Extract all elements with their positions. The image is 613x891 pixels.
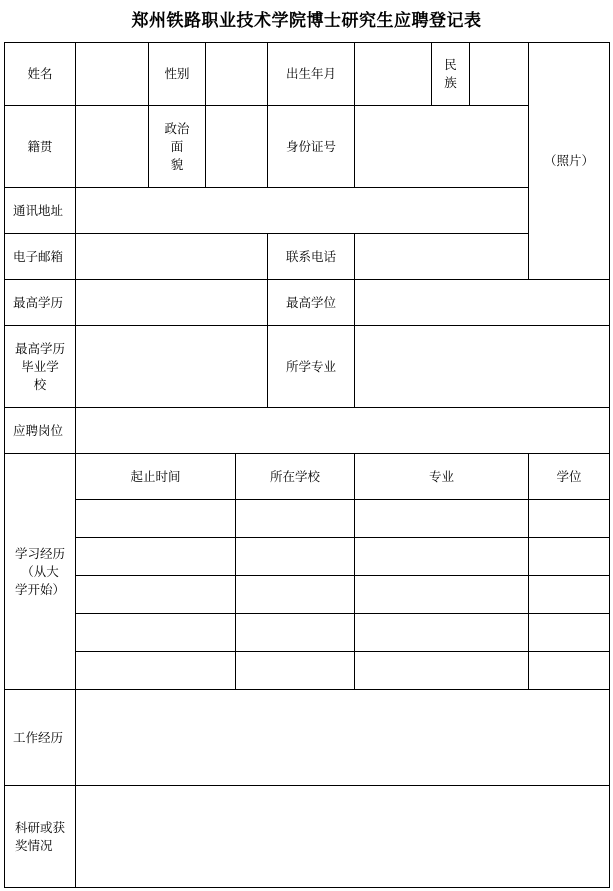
- id-number-label: [267, 105, 355, 188]
- study-history-label-line: （从大: [21, 563, 59, 579]
- study-cell-period[interactable]: [75, 575, 236, 614]
- political-label-line: 面: [170, 138, 184, 154]
- study-cell-period[interactable]: [75, 613, 236, 652]
- form-title: 郑州铁路职业技术学院博士研究生应聘登记表: [131, 11, 482, 31]
- study-cell-degree[interactable]: [528, 613, 610, 652]
- phone-label: [267, 233, 355, 280]
- native-place-label: [4, 105, 76, 188]
- highest-degree-label-text: 最高学位: [285, 294, 336, 310]
- highest-degree-label: [267, 279, 355, 326]
- ethnicity-field[interactable]: [469, 42, 529, 106]
- birth-field[interactable]: [354, 42, 432, 106]
- position-label-text: 应聘岗位: [13, 422, 64, 438]
- native-place-field[interactable]: [75, 105, 149, 188]
- study-cell-school[interactable]: [235, 537, 355, 576]
- email-field[interactable]: [75, 233, 268, 280]
- research-awards-field[interactable]: [75, 785, 610, 888]
- study-history-label: [4, 453, 76, 690]
- study-cell-degree[interactable]: [528, 499, 610, 538]
- birth-label-text: 出生年月: [285, 66, 336, 81]
- graduate-school-label-line: 最高学历: [14, 340, 65, 356]
- study-cell-period[interactable]: [75, 499, 236, 538]
- birth-label: [267, 42, 355, 106]
- ethnicity-label: [431, 42, 470, 106]
- address-label-text: 通讯地址: [13, 202, 64, 218]
- graduate-school-label-line: 毕业学: [21, 358, 59, 374]
- id-number-label-text: 身份证号: [285, 138, 336, 154]
- phone-field[interactable]: [354, 233, 529, 280]
- phone-label-text: 联系电话: [285, 248, 336, 264]
- major-field[interactable]: [354, 325, 610, 408]
- address-field[interactable]: [75, 187, 529, 234]
- work-history-field[interactable]: [75, 689, 610, 786]
- graduate-school-label-line: 校: [33, 376, 47, 392]
- photo-label: （照片）: [543, 153, 594, 168]
- study-cell-school[interactable]: [235, 613, 355, 652]
- study-history-label-line: 学习经历: [14, 545, 65, 561]
- name-label-text: 姓名: [27, 66, 53, 81]
- name-field[interactable]: [75, 42, 149, 106]
- study-header-major: 专业: [354, 453, 529, 500]
- study-cell-major[interactable]: [354, 651, 529, 690]
- research-awards-label: [4, 785, 76, 888]
- address-label: [4, 187, 76, 234]
- research-awards-label-line: 科研或获: [14, 819, 65, 835]
- political-label: [148, 105, 206, 188]
- highest-education-field[interactable]: [75, 279, 268, 326]
- highest-education-label-text: 最高学历: [13, 294, 64, 310]
- study-cell-major[interactable]: [354, 499, 529, 538]
- study-cell-school[interactable]: [235, 575, 355, 614]
- graduate-school-label: [4, 325, 76, 408]
- work-history-label: [4, 689, 76, 786]
- gender-field[interactable]: [205, 42, 268, 106]
- gender-label: [148, 42, 206, 106]
- email-label-text: 电子邮箱: [13, 248, 64, 264]
- study-header-school: 所在学校: [235, 453, 355, 500]
- position-label: [4, 407, 76, 454]
- graduate-school-field[interactable]: [75, 325, 268, 408]
- position-field[interactable]: [75, 407, 610, 454]
- political-field[interactable]: [205, 105, 268, 188]
- study-cell-degree[interactable]: [528, 537, 610, 576]
- study-cell-school[interactable]: [235, 651, 355, 690]
- political-label-line: 貌: [170, 156, 184, 172]
- political-label-line: 政治: [164, 120, 190, 136]
- study-cell-major[interactable]: [354, 537, 529, 576]
- research-awards-label-line: 奖情况: [14, 837, 53, 853]
- photo-box[interactable]: [528, 42, 610, 280]
- study-cell-period[interactable]: [75, 537, 236, 576]
- study-cell-major[interactable]: [354, 613, 529, 652]
- study-history-label-line: 学开始）: [14, 581, 65, 597]
- email-label: [4, 233, 76, 280]
- study-cell-degree[interactable]: [528, 575, 610, 614]
- name-label: [4, 42, 76, 106]
- ethnicity-label-line: 族: [444, 75, 457, 90]
- highest-degree-field[interactable]: [354, 279, 610, 326]
- native-place-label-text: 籍贯: [27, 138, 53, 154]
- study-cell-degree[interactable]: [528, 651, 610, 690]
- study-header-period: 起止时间: [75, 453, 236, 500]
- highest-education-label: [4, 279, 76, 326]
- study-header-degree: 学位: [528, 453, 610, 500]
- major-label-text: 所学专业: [285, 358, 336, 374]
- ethnicity-label-line: 民: [444, 57, 457, 72]
- gender-label-text: 性别: [164, 66, 190, 81]
- study-cell-major[interactable]: [354, 575, 529, 614]
- id-number-field[interactable]: [354, 105, 529, 188]
- major-label: [267, 325, 355, 408]
- work-history-label-text: 工作经历: [13, 729, 64, 745]
- study-cell-period[interactable]: [75, 651, 236, 690]
- study-cell-school[interactable]: [235, 499, 355, 538]
